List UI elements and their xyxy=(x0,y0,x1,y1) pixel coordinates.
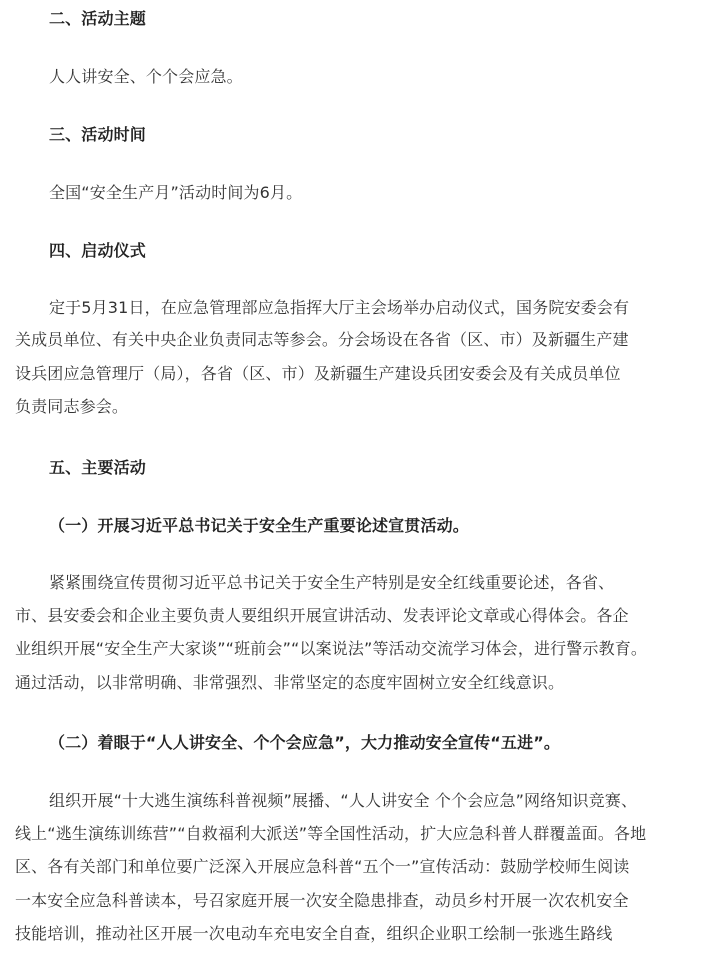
paragraph-sub2-line: 技能培训，推动社区开展一次电动车充电安全自查，组织企业职工绘制一张逃生路线 xyxy=(15,924,613,943)
subsection-title-2: （二）着眼于“人人讲安全、个个会应急”，大力推动安全宣传“五进”。 xyxy=(49,733,561,752)
section-heading-time: 三、活动时间 xyxy=(49,125,146,144)
paragraph-time: 全国“安全生产月”活动时间为6月。 xyxy=(49,183,303,202)
paragraph-launch-line: 设兵团应急管理厅（局），各省（区、市）及新疆生产建设兵团安委会及有关成员单位 xyxy=(15,364,621,383)
paragraph-sub2-line: 组织开展“十大逃生演练科普视频”展播、“人人讲安全 个个会应急”网络知识竞赛、 xyxy=(49,791,638,810)
paragraph-launch-line: 定于5月31日，在应急管理部应急指挥大厅主会场举办启动仪式，国务院安委会有 xyxy=(49,298,630,317)
section-heading-launch: 四、启动仪式 xyxy=(49,241,146,260)
paragraph-sub1-line: 业组织开展“安全生产大家谈”“班前会”“以案说法”等活动交流学习体会，进行警示教育。 xyxy=(15,639,648,658)
section-heading-theme: 二、活动主题 xyxy=(49,9,146,28)
paragraph-sub1-line: 紧紧围绕宣传贯彻习近平总书记关于安全生产特别是安全红线重要论述，各省、 xyxy=(49,573,615,592)
paragraph-sub1-line: 通过活动，以非常明确、非常强烈、非常坚定的态度牢固树立安全红线意识。 xyxy=(15,673,565,692)
subsection-title-1: （一）开展习近平总书记关于安全生产重要论述宣贯活动。 xyxy=(49,516,469,535)
paragraph-sub2-line: 一本安全应急科普读本，号召家庭开展一次安全隐患排查，动员乡村开展一次农机安全 xyxy=(15,891,629,910)
paragraph-sub2-line: 线上“逃生演练训练营”“自救福利大派送”等全国性活动，扩大应急科普人群覆盖面。各地 xyxy=(15,824,647,843)
paragraph-launch-line: 负责同志参会。 xyxy=(15,397,129,416)
paragraph-theme: 人人讲安全、个个会应急。 xyxy=(49,67,243,86)
section-heading-activities: 五、主要活动 xyxy=(49,458,146,477)
paragraph-sub2-line: 区、各有关部门和单位要广泛深入开展应急科普“五个一”宣传活动：鼓励学校师生阅读 xyxy=(15,857,630,876)
paragraph-launch-line: 关成员单位、有关中央企业负责同志等参会。分会场设在各省（区、市）及新疆生产建 xyxy=(15,330,629,349)
paragraph-sub1-line: 市、县安委会和企业主要负责人要组织开展宣讲活动、发表评论文章或心得体会。各企 xyxy=(15,606,629,625)
